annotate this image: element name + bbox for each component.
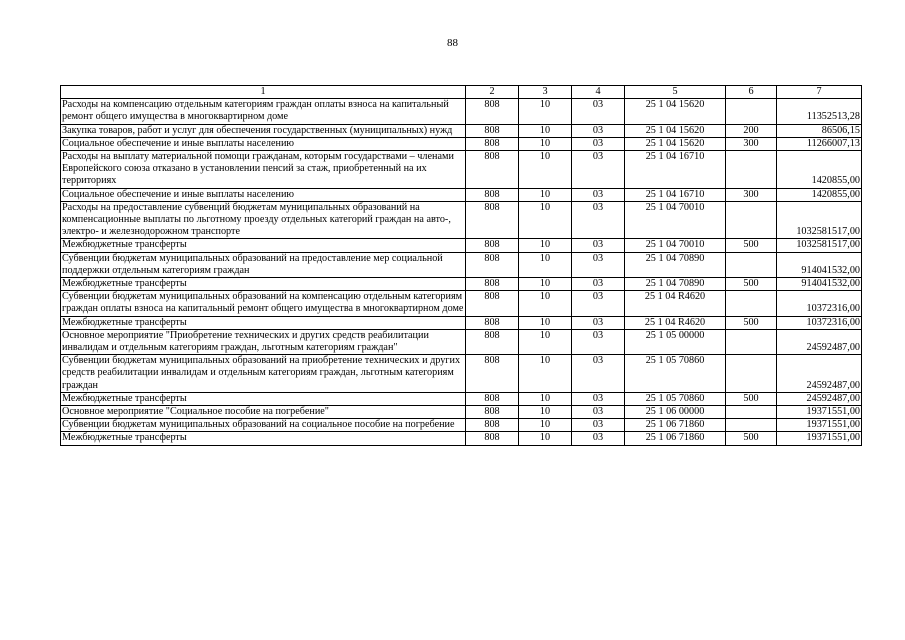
subsection-code-cell: 03 — [572, 99, 625, 124]
item-name-cell: Межбюджетные трансферты — [61, 316, 466, 329]
item-name-cell: Межбюджетные трансферты — [61, 239, 466, 252]
item-name-cell: Межбюджетные трансферты — [61, 392, 466, 405]
target-article-cell: 25 1 04 R4620 — [625, 291, 726, 316]
item-name-cell: Социальное обеспечение и иные выплаты населению — [61, 137, 466, 150]
ministry-code-cell: 808 — [466, 419, 519, 432]
section-code-cell: 10 — [519, 252, 572, 277]
table-row — [61, 316, 862, 329]
amount-cell: 19371551,00 — [777, 406, 862, 419]
table-row — [61, 392, 862, 405]
subsection-code-cell: 03 — [572, 188, 625, 201]
table-row — [61, 419, 862, 432]
column-header: 6 — [726, 86, 777, 99]
amount-cell: 86506,15 — [777, 124, 862, 137]
target-article-cell: 25 1 04 70890 — [625, 278, 726, 291]
section-code-cell: 10 — [519, 188, 572, 201]
table-header-row — [61, 86, 862, 99]
section-code-cell: 10 — [519, 99, 572, 124]
column-header: 5 — [625, 86, 726, 99]
amount-cell: 19371551,00 — [777, 432, 862, 445]
subsection-code-cell: 03 — [572, 278, 625, 291]
expense-type-cell — [726, 419, 777, 432]
section-code-cell: 10 — [519, 406, 572, 419]
subsection-code-cell: 03 — [572, 432, 625, 445]
ministry-code-cell: 808 — [466, 291, 519, 316]
ministry-code-cell: 808 — [466, 137, 519, 150]
target-article-cell: 25 1 04 15620 — [625, 124, 726, 137]
table-row — [61, 355, 862, 393]
ministry-code-cell: 808 — [466, 252, 519, 277]
amount-cell: 19371551,00 — [777, 419, 862, 432]
column-header: 3 — [519, 86, 572, 99]
ministry-code-cell: 808 — [466, 124, 519, 137]
section-code-cell: 10 — [519, 291, 572, 316]
table-row — [61, 432, 862, 445]
amount-cell: 24592487,00 — [777, 355, 862, 393]
ministry-code-cell: 808 — [466, 432, 519, 445]
item-name-cell: Межбюджетные трансферты — [61, 278, 466, 291]
ministry-code-cell: 808 — [466, 278, 519, 291]
table-row — [61, 252, 862, 277]
expense-type-cell: 200 — [726, 124, 777, 137]
target-article-cell: 25 1 04 16710 — [625, 151, 726, 189]
subsection-code-cell: 03 — [572, 316, 625, 329]
item-name-cell: Закупка товаров, работ и услуг для обеспечения государственных (муниципальных) нужд — [61, 124, 466, 137]
amount-cell: 24592487,00 — [777, 392, 862, 405]
table-row — [61, 188, 862, 201]
column-header: 4 — [572, 86, 625, 99]
amount-cell: 1420855,00 — [777, 188, 862, 201]
target-article-cell: 25 1 06 71860 — [625, 419, 726, 432]
section-code-cell: 10 — [519, 419, 572, 432]
amount-cell: 914041532,00 — [777, 252, 862, 277]
subsection-code-cell: 03 — [572, 291, 625, 316]
target-article-cell: 25 1 04 70890 — [625, 252, 726, 277]
table-body — [61, 99, 862, 445]
expense-type-cell — [726, 406, 777, 419]
amount-cell: 1420855,00 — [777, 151, 862, 189]
table-row — [61, 406, 862, 419]
ministry-code-cell: 808 — [466, 151, 519, 189]
expense-type-cell: 500 — [726, 316, 777, 329]
page-number: 88 — [447, 37, 458, 49]
target-article-cell: 25 1 04 15620 — [625, 99, 726, 124]
table-row — [61, 151, 862, 189]
section-code-cell: 10 — [519, 316, 572, 329]
subsection-code-cell: 03 — [572, 124, 625, 137]
section-code-cell: 10 — [519, 329, 572, 354]
item-name-cell: Основное мероприятие "Социальное пособие на погребение" — [61, 406, 466, 419]
target-article-cell: 25 1 04 70010 — [625, 201, 726, 239]
subsection-code-cell: 03 — [572, 392, 625, 405]
table-row — [61, 291, 862, 316]
subsection-code-cell: 03 — [572, 329, 625, 354]
target-article-cell: 25 1 04 R4620 — [625, 316, 726, 329]
item-name-cell: Межбюджетные трансферты — [61, 432, 466, 445]
item-name-cell: Субвенции бюджетам муниципальных образований на социальное пособие на погребение — [61, 419, 466, 432]
ministry-code-cell: 808 — [466, 355, 519, 393]
table-row — [61, 329, 862, 354]
expense-type-cell: 300 — [726, 137, 777, 150]
section-code-cell: 10 — [519, 432, 572, 445]
ministry-code-cell: 808 — [466, 392, 519, 405]
ministry-code-cell: 808 — [466, 99, 519, 124]
subsection-code-cell: 03 — [572, 201, 625, 239]
ministry-code-cell: 808 — [466, 316, 519, 329]
section-code-cell: 10 — [519, 137, 572, 150]
section-code-cell: 10 — [519, 355, 572, 393]
section-code-cell: 10 — [519, 151, 572, 189]
target-article-cell: 25 1 05 70860 — [625, 355, 726, 393]
target-article-cell: 25 1 05 00000 — [625, 329, 726, 354]
amount-cell: 11352513,28 — [777, 99, 862, 124]
table-row — [61, 137, 862, 150]
item-name-cell: Социальное обеспечение и иные выплаты населению — [61, 188, 466, 201]
section-code-cell: 10 — [519, 392, 572, 405]
ministry-code-cell: 808 — [466, 201, 519, 239]
section-code-cell: 10 — [519, 239, 572, 252]
target-article-cell: 25 1 04 16710 — [625, 188, 726, 201]
budget-table — [60, 85, 862, 446]
ministry-code-cell: 808 — [466, 188, 519, 201]
ministry-code-cell: 808 — [466, 329, 519, 354]
item-name-cell: Расходы на предоставление субвенций бюджетам муниципальных образований на компенсационные выплаты по льготному проезду отдельных категорий граждан на авто-, электро- и железнодорожном транспорте — [61, 201, 466, 239]
column-header: 2 — [466, 86, 519, 99]
subsection-code-cell: 03 — [572, 355, 625, 393]
expense-type-cell — [726, 355, 777, 393]
amount-cell: 11266007,13 — [777, 137, 862, 150]
amount-cell: 10372316,00 — [777, 291, 862, 316]
expense-type-cell: 300 — [726, 188, 777, 201]
section-code-cell: 10 — [519, 201, 572, 239]
ministry-code-cell: 808 — [466, 239, 519, 252]
subsection-code-cell: 03 — [572, 239, 625, 252]
amount-cell: 10372316,00 — [777, 316, 862, 329]
section-code-cell: 10 — [519, 278, 572, 291]
table-row — [61, 201, 862, 239]
ministry-code-cell: 808 — [466, 406, 519, 419]
subsection-code-cell: 03 — [572, 151, 625, 189]
amount-cell: 914041532,00 — [777, 278, 862, 291]
item-name-cell: Субвенции бюджетам муниципальных образований на компенсацию отдельным категориям граждан оплаты взноса на капитальный ремонт общего имущества в многоквартирном доме — [61, 291, 466, 316]
column-header: 1 — [61, 86, 466, 99]
amount-cell: 1032581517,00 — [777, 239, 862, 252]
column-header: 7 — [777, 86, 862, 99]
subsection-code-cell: 03 — [572, 419, 625, 432]
table-row — [61, 239, 862, 252]
subsection-code-cell: 03 — [572, 406, 625, 419]
table-row — [61, 99, 862, 124]
target-article-cell: 25 1 06 71860 — [625, 432, 726, 445]
expense-type-cell — [726, 151, 777, 189]
target-article-cell: 25 1 04 15620 — [625, 137, 726, 150]
subsection-code-cell: 03 — [572, 137, 625, 150]
expense-type-cell — [726, 291, 777, 316]
expense-type-cell — [726, 99, 777, 124]
table-row — [61, 278, 862, 291]
expense-type-cell — [726, 201, 777, 239]
target-article-cell: 25 1 04 70010 — [625, 239, 726, 252]
expense-type-cell — [726, 329, 777, 354]
expense-type-cell: 500 — [726, 239, 777, 252]
target-article-cell: 25 1 06 00000 — [625, 406, 726, 419]
item-name-cell: Субвенции бюджетам муниципальных образований на приобретение технических и других средств реабилитации инвалидам и отдельным категориям граждан, льготным категориям граждан — [61, 355, 466, 393]
expense-type-cell: 500 — [726, 432, 777, 445]
amount-cell: 1032581517,00 — [777, 201, 862, 239]
expense-type-cell: 500 — [726, 392, 777, 405]
table-row — [61, 124, 862, 137]
target-article-cell: 25 1 05 70860 — [625, 392, 726, 405]
expense-type-cell — [726, 252, 777, 277]
item-name-cell: Расходы на выплату материальной помощи гражданам, которым государствами – членами Европейского союза отказано в установлении пенсий за стаж, приобретенный на их территориях — [61, 151, 466, 189]
item-name-cell: Субвенции бюджетам муниципальных образований на предоставление мер социальной поддержки отдельным категориям граждан — [61, 252, 466, 277]
item-name-cell: Расходы на компенсацию отдельным категориям граждан оплаты взноса на капитальный ремонт общего имущества в многоквартирном доме — [61, 99, 466, 124]
item-name-cell: Основное мероприятие "Приобретение технических и других средств реабилитации инвалидам и отдельным категориям граждан, льготным категориям граждан" — [61, 329, 466, 354]
expense-type-cell: 500 — [726, 278, 777, 291]
subsection-code-cell: 03 — [572, 252, 625, 277]
section-code-cell: 10 — [519, 124, 572, 137]
amount-cell: 24592487,00 — [777, 329, 862, 354]
